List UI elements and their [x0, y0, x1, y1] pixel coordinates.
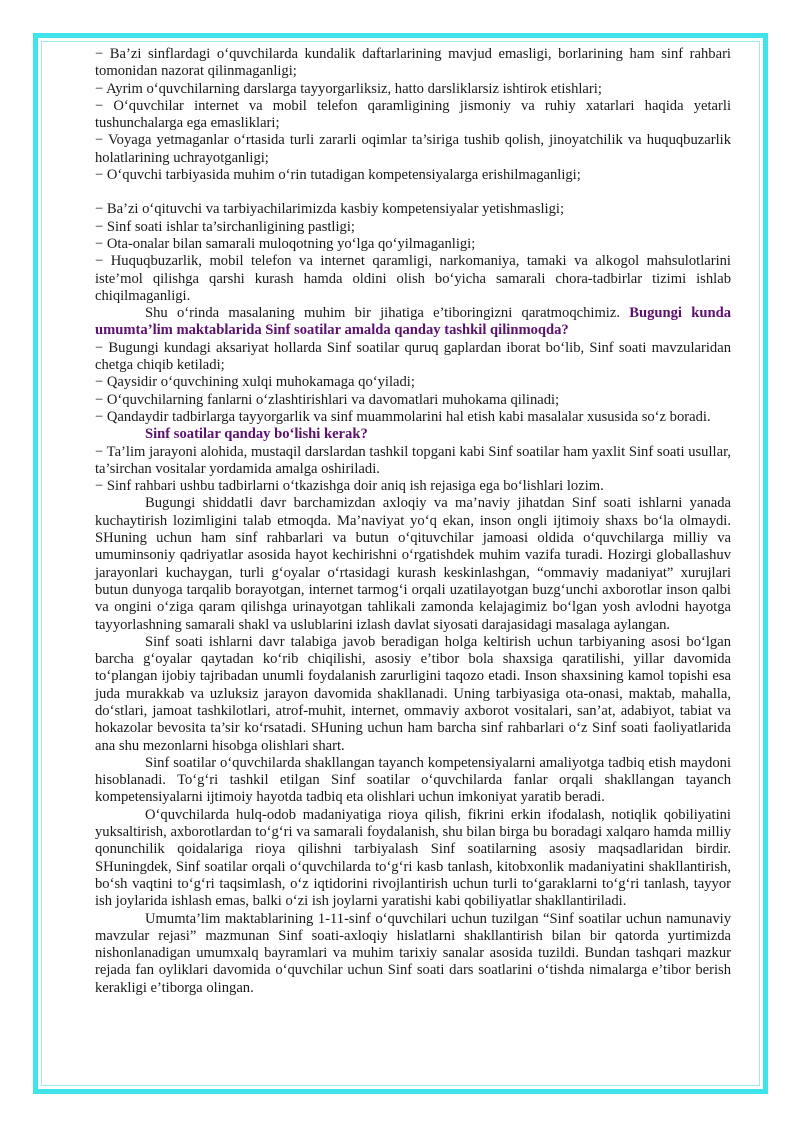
- paragraph: Umumta’lim maktablarining 1-11-sinf o‘quvchilari uchun tuzilgan “Sinf soatilar uchun namunaviy mavzular rejasi” mazmunan Sinf soati-axloqiy hislatlarni shakllantirish bilan bir qatorda yurtimizda nishonlanadigan umumxalq bayramlari va muhim tarixiy sanalar asosida tuzildi. Bundan tashqari mazkur rejada fan oyliklari davomida o‘quvchilar uchun Sinf soati dars soatlarini o‘tishda nimalarga e’tibor berish kerakligi e’tiborga olingan.: [95, 910, 731, 996]
- section-heading: Sinf soatilar qanday bo‘lishi kerak?: [145, 426, 368, 443]
- list-item: − Sinf rahbari ushbu tadbirlarni o‘tkazishga doir aniq ish rejasiga ega bo‘lishlari lozim.: [95, 478, 604, 495]
- paragraph-text: Shu o‘rinda masalaning muhim bir jihatiga e’tiboringizni qaratmoqchimiz.: [145, 305, 630, 322]
- list-item: − Ta’lim jarayoni alohida, mustaqil darslardan tashkil topgani kabi Sinf soatilar ham yaxlit Sinf soati usullar, ta’sirchan vositalar yordamida amalga oshiriladi.: [95, 443, 731, 477]
- list-item: − O‘quvchilarning fanlarni o‘zlashtirishlari va davomatlari muhokama qilinadi;: [95, 391, 560, 408]
- list-item: − Ba’zi sinflardagi o‘quvchilarda kundalik daftarlarining mavjud emasligi, borlarining ham sinf rahbari tomonidan nazorat qilinmaganligi;: [95, 46, 731, 80]
- list-item: − O‘quvchilar internet va mobil telefon qaramligining jismoniy va ruhiy xatarlari haqida yetarli tushunchalarga ega emasliklari;: [95, 97, 731, 132]
- list-item: − O‘quvchi tarbiyasida muhim o‘rin tutadigan kompetensiyalarga erishilmaganligi;: [95, 167, 581, 184]
- list-item: − Bugungi kundagi aksariyat hollarda Sinf soatilar quruq gaplardan iborat bo‘lib, Sinf soati mavzularidan chetga chiqib ketiladi;: [95, 339, 731, 374]
- paragraph-with-question: [95, 305, 731, 340]
- list-item: − Ba’zi o‘qituvchi va tarbiyachilarimizda kasbiy kompetensiyalar yetishmasligi;: [95, 201, 565, 218]
- paragraph: Sinf soatilar o‘quvchilarda shakllangan tayanch kompetensiyalarni amaliyotga tadbiq etish maydoni hisoblanadi. To‘g‘ri tashkil etilgan Sinf soatilar o‘quvchilarda fanlar orqali shakllangan tayanch kompetensiyalarni ijtimoiy hayotda tadbiq eta olishlari uchun imkoniyat yaratib beradi.: [95, 754, 731, 806]
- spacer: [95, 184, 731, 201]
- list-item: − Qaysidir o‘quvchining xulqi muhokamaga qo‘yiladi;: [95, 374, 415, 391]
- paragraph: Sinf soati ishlarni davr talabiga javob beradigan holga keltirish uchun tarbiyaning asosi bo‘lgan barcha g‘oyalar qaytadan ko‘rib chiqilishi, asosiy e’tibor bola shaxsiga qaratilishi, yillar davomida to‘plangan ijobiy tajribadan unumli foydalanish zarurligini taqozo etadi. Inson shaxsining kamol topishi esa juda murakkab va uzluksiz jarayon davomida shakllanadi. Uning tarbiyasiga ota-onasi, maktab, mahalla, do‘stlari, jamoat tashkilotlari, atrof-muhit, internet, ommaviy axborot vositalari, san’at, adabiyot, tabiat va hokazolar bevosita ta’sir ko‘rsatadi. SHuning uchun ham barcha sinf rahbarlari o‘z Sinf soati faoliyatlarida ana shu mezonlarni hisobga olishlari shart.: [95, 633, 731, 754]
- list-item: − Ota-onalar bilan samarali muloqotning yo‘lga qo‘yilmaganligi;: [95, 235, 476, 252]
- paragraph: O‘quvchilarda hulq-odob madaniyatiga rioya qilish, fikrini erkin ifodalash, notiqlik qobiliyatini yuksaltirish, axborotlardan to‘g‘ri va samarali foydalanish, shu bilan birga bu boradagi xalqaro hamda milliy qonunchilik qoidalariga rioya qilishni tarbiyalash Sinf soatilarning asosiy maqsadlaridan birdir. SHuningdek, Sinf soatilar orqali o‘quvchilarda to‘g‘ri kasb tanlash, kitobxonlik madaniyatini shakllantirish, bo‘sh vaqtini to‘g‘ri taqsimlash, o‘z iqtidorini rivojlantirish uchun turli to‘garaklarni to‘g‘ri tanlash, tayyor ish joylarida ishlash emas, balki o‘zi ish joylarni yaratishi kabi qobiliyatlar shakllantiriladi.: [95, 806, 731, 910]
- paragraph: Bugungi shiddatli davr barchamizdan axloqiy va ma’naviy jihatdan Sinf soati ishlarni yanada kuchaytirish lozimligini talab etmoqda. Ma’naviyat yo‘q ekan, inson ongli ijtimoiy shaxs bo‘la olmaydi. SHuning uchun ham sinf rahbarlari va butun o‘qituvchilar jamoasi oldida o‘quvchilarga milliy va umuminsoniy qadriyatlar asosida hayot kechirishni o‘rgatishdek muhim vazifa turadi. Hozirgi globallashuv jarayonlari kuchaygan, turli g‘oyalar o‘rtasidagi kurash keskinlashgan, “ommaviy madaniyat” xurujlari butun dunyoga tarqalib borayotgan, internet tarmog‘i orqali uzatilayotgan buzg‘unchi axborotlar inson qalbi va ongini o‘ziga qaram qilishga urinayotgan tahlikali zamonda kelajagimiz bo‘lgan yosh avlodni hayotga tayyorlashning samarali shakl va uslublarini izlash davlat siyosati darajasidagi masalaga aylangan.: [95, 495, 731, 633]
- list-item: − Voyaga yetmaganlar o‘rtasida turli zararli oqimlar ta’siriga tushib qolish, jinoyatchilik va huquqbuzarlik holatlarining uchrayotganligi;: [95, 132, 731, 166]
- list-item: − Sinf soati ishlar ta’sirchanligining pastligi;: [95, 218, 355, 235]
- question-heading: Bugungi kunda umumta’lim maktablarida Sinf soatilar amalda qanday tashkil qilinmoqda?: [95, 305, 731, 339]
- list-item: − Huquqbuzarlik, mobil telefon va internet qaramligi, narkomaniya, tamaki va alkogol mahsulotlarini iste’mol qilishga qarshi kurash hamda oldini olish bo‘yicha samarali chora-tadbirlar tizimi ishlab chiqilmaganligi.: [95, 253, 731, 304]
- document-body: [95, 46, 731, 997]
- list-item: − Qandaydir tadbirlarga tayyorgarlik va sinf muammolarini hal etish kabi masalalar xususida so‘z boradi.: [95, 408, 711, 425]
- list-item: − Ayrim o‘quvchilarning darslarga tayyorgarliksiz, hatto darsliklarsiz ishtirok etishlari;: [95, 80, 602, 97]
